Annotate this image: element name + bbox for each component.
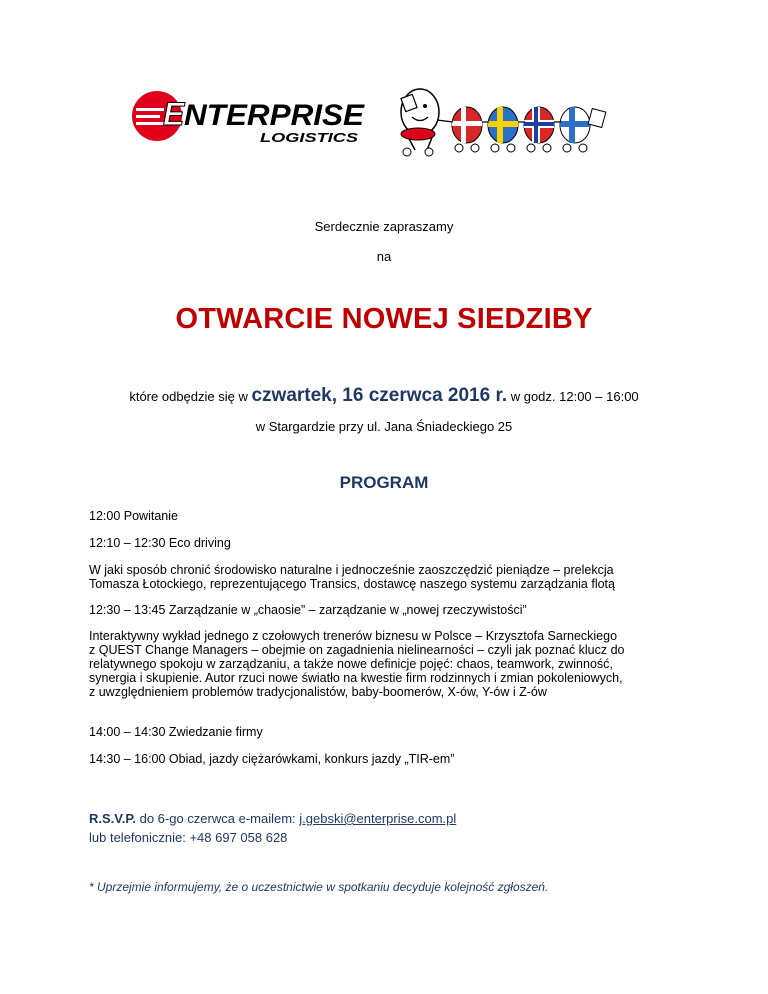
- rsvp-email-link[interactable]: j.gebski@enterprise.com.pl: [299, 811, 457, 826]
- mascot-figure: [401, 89, 439, 156]
- rsvp-text: do 6-go czerwca e-mailem:: [135, 811, 300, 826]
- agenda-item-lunch-trucks: 14:30 – 16:00 Obiad, jazdy ciężarówkami, konkurs jazdy „TIR-em”: [89, 752, 455, 766]
- footnote: * Uprzejmie informujemy, że o uczestnictwie w spotkaniu decyduje kolejność zgłoszeń.: [89, 880, 549, 894]
- event-hours: w godz. 12:00 – 16:00: [507, 389, 639, 404]
- program-title: PROGRAM: [339, 473, 429, 492]
- rsvp-block: [89, 809, 456, 847]
- event-date-line: [0, 385, 768, 407]
- sweden-flag-figure: [488, 107, 518, 152]
- finland-flag-figure: [560, 107, 606, 152]
- logo-sub-text: LOGISTICS: [260, 130, 359, 145]
- invitation-line-2: na: [376, 249, 392, 264]
- agenda-item-management-desc: Interaktywny wykład jednego z czołowych trenerów biznesu w Polsce – Krzysztofa Sarneckiego z QUEST Change Managers – obejmie on zagadnienia nielinearności – czyli jak poznać klucz do relatywnego spokoju w zarządzaniu, a także nowe definicje pojęć: chaos, teamwork, zwinność, synergia i skupienie. Autor rzuci nowe światło na kwestie firm rodzinnych i zmian pokoleniowych, z uwzględnieniem problemów tradycjonalistów, baby-boomerów, X-ów, Y-ów i Z-ów: [89, 629, 625, 699]
- denmark-flag-figure: [452, 107, 482, 152]
- date-prefix: które odbędzie się w: [129, 389, 252, 404]
- agenda-item-company-tour: 14:00 – 14:30 Zwiedzanie firmy: [89, 725, 263, 739]
- enterprise-logo: [130, 88, 370, 148]
- mascot-flags-illustration: [385, 80, 625, 160]
- agenda-item-eco-driving: 12:10 – 12:30 Eco driving: [89, 536, 231, 550]
- event-place: w Stargardzie przy ul. Jana Śniadeckiego 25: [255, 419, 513, 434]
- rsvp-label: R.S.V.P.: [89, 811, 136, 826]
- invitation-line-1: Serdecznie zapraszamy: [314, 219, 454, 234]
- logo-main-text: NTERPRISE: [184, 99, 366, 132]
- event-title: OTWARCIE NOWEJ SIEDZIBY: [175, 303, 593, 335]
- norway-flag-figure: [524, 107, 554, 152]
- logo-e-letter: E: [163, 96, 185, 132]
- event-date: czwartek, 16 czerwca 2016 r.: [251, 385, 508, 406]
- agenda-item-eco-driving-desc: W jaki sposób chronić środowisko naturalne i jednocześnie zaoszczędzić pieniądze – prelekcja Tomasza Łotockiego, reprezentującego Transics, dostawcę naszego systemu zarządzania flotą: [89, 563, 615, 591]
- rsvp-phone: lub telefonicznie: +48 697 058 628: [89, 830, 288, 845]
- agenda-item-management: 12:30 – 13:45 Zarządzanie w „chaosie” – zarządzanie w „nowej rzeczywistości”: [89, 603, 527, 617]
- agenda-item-welcome: 12:00 Powitanie: [89, 509, 178, 523]
